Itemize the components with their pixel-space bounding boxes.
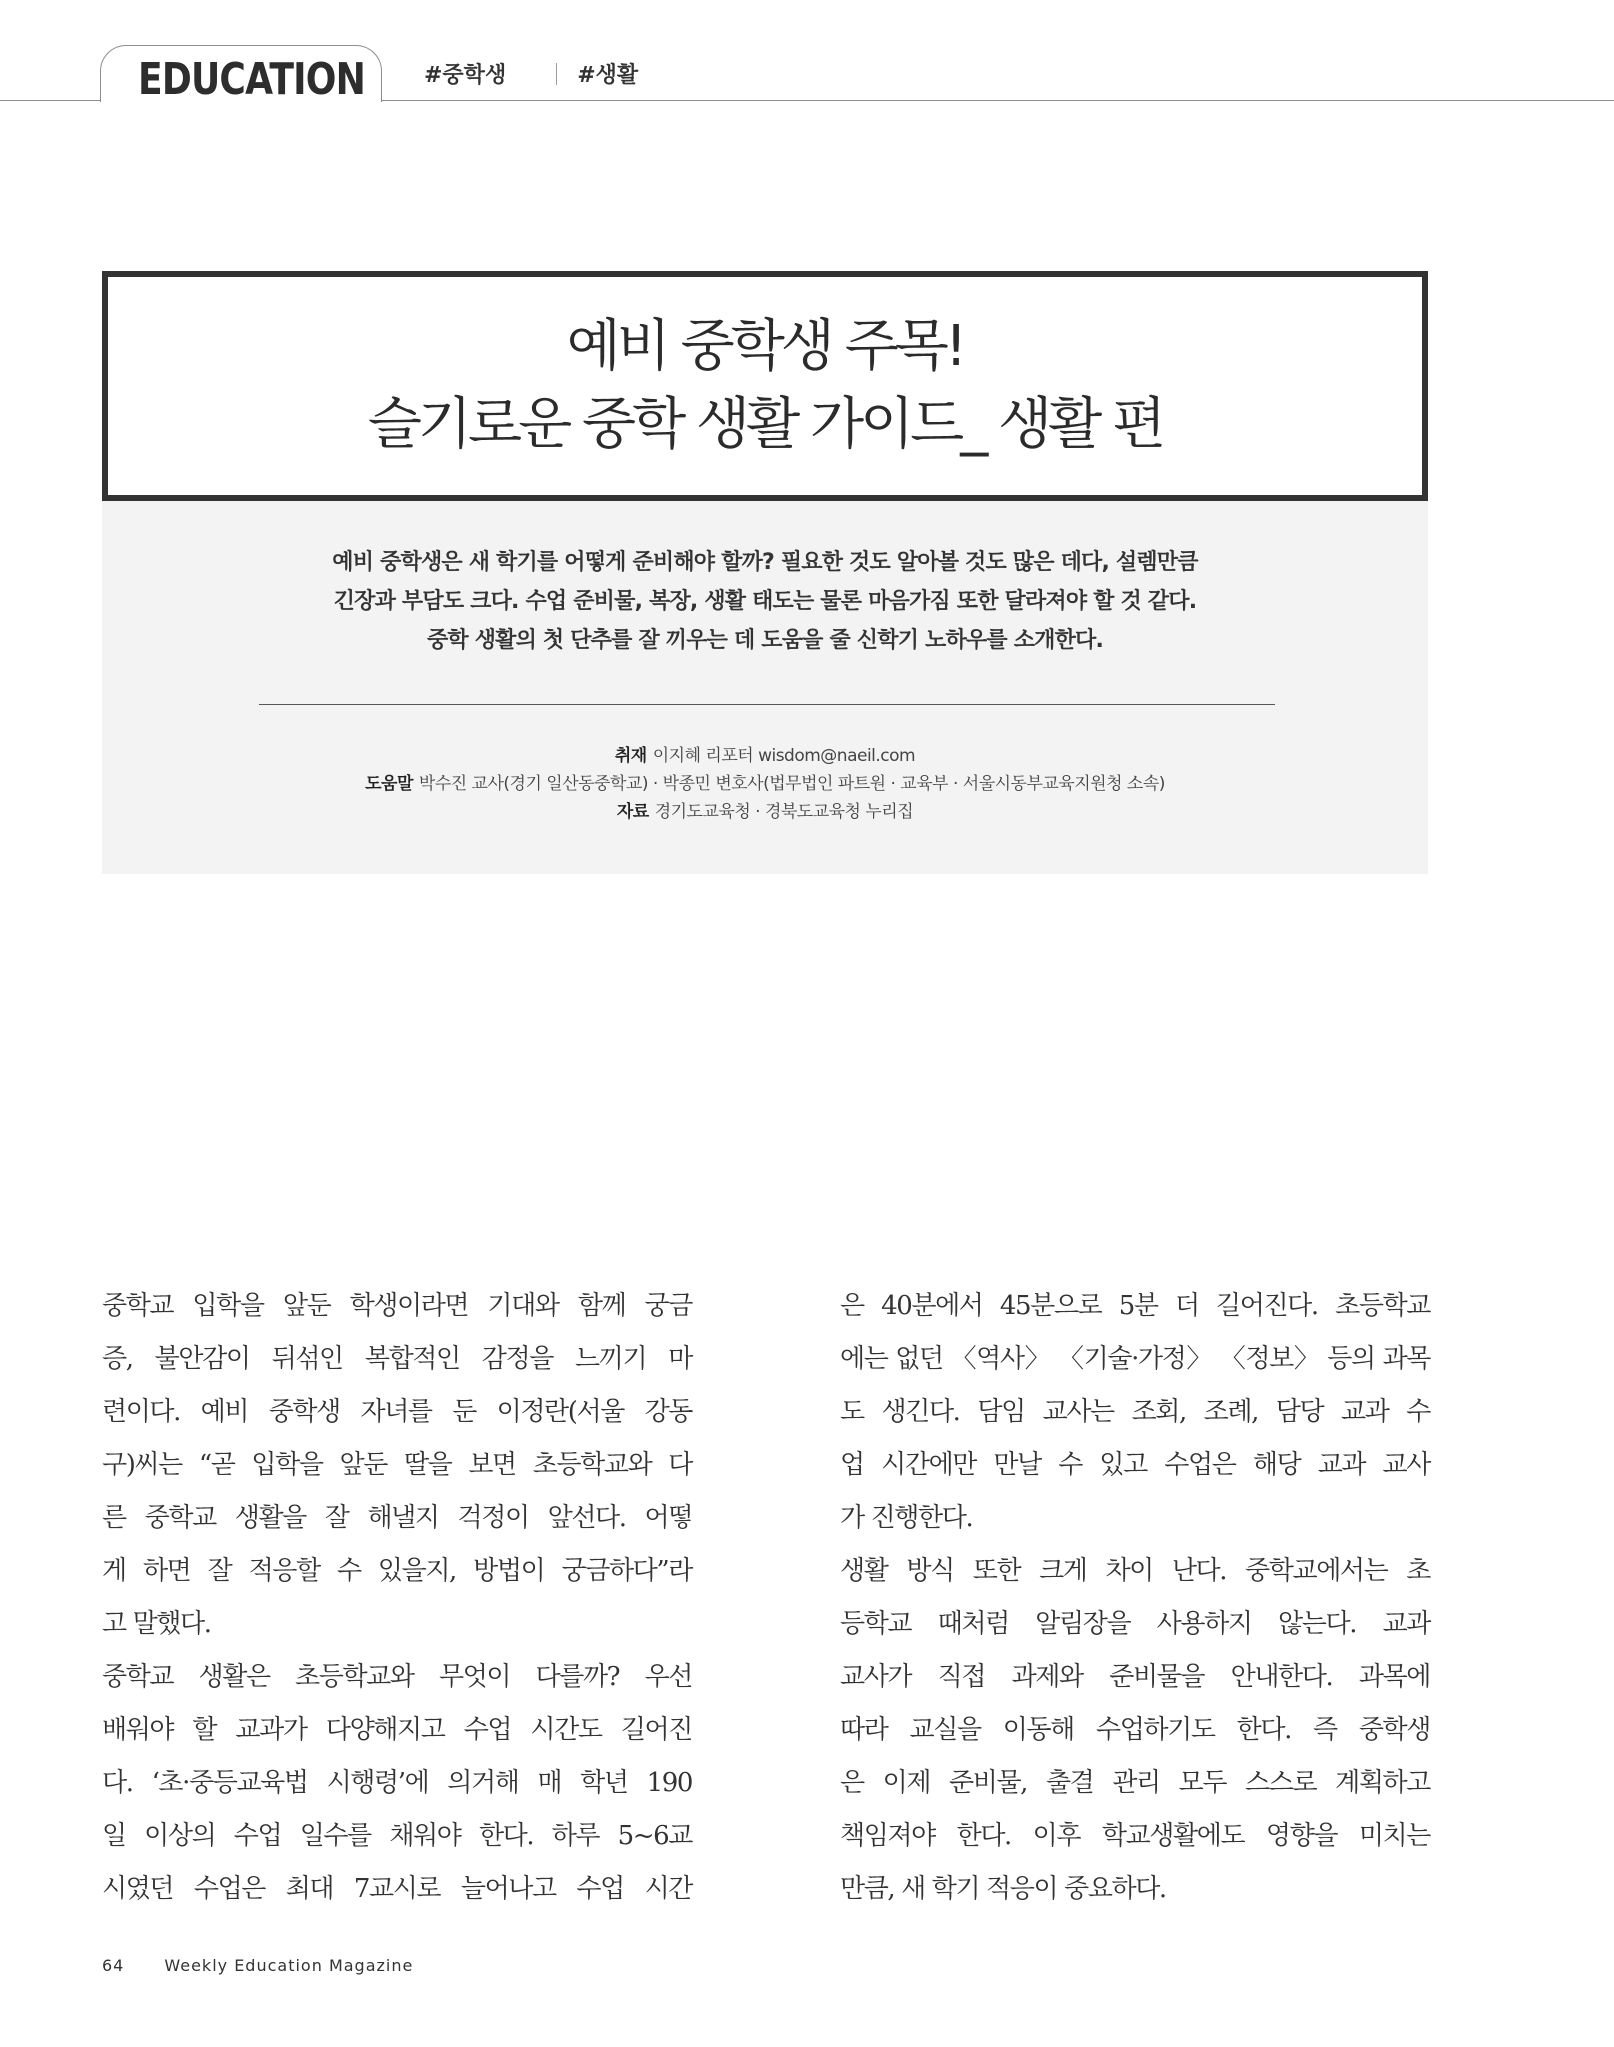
body-line: 은 이제 준비물, 출결 관리 모두 스스로 계획하고 [840,1768,1430,1798]
credit-value: 박수진 교사(경기 일산동중학교) · 박종민 변호사(법무법인 파트원 · 교육부 · 서울시동부교육지원청 소속) [418,774,1165,794]
body-line: 증, 불안감이 뒤섞인 복합적인 감정을 느끼기 마 [102,1344,692,1374]
credit-advisors [102,770,1428,798]
tag-middle-school[interactable]: #중학생 [424,63,507,88]
body-line: 시였던 수업은 최대 7교시로 늘어나고 수업 시간 [102,1874,692,1904]
body-line: 등학교 때처럼 알림장을 사용하지 않는다. 교과 [840,1609,1430,1639]
body-line: 련이다. 예비 중학생 자녀를 둔 이정란(서울 강동 [102,1397,692,1427]
body-line: 게 하면 잘 적응할 수 있을지, 방법이 궁금하다”라 [102,1556,692,1586]
body-column-left [102,1280,692,1916]
body-column-right [840,1280,1430,1916]
body-line: 만큼, 새 학기 적응이 중요하다. [840,1874,1166,1904]
article-title-box [102,271,1428,501]
body-line: 따라 교실을 이동해 수업하기도 한다. 즉 중학생 [840,1715,1430,1745]
credit-key: 취재 [614,746,647,766]
body-line: 도 생긴다. 담임 교사는 조회, 조례, 담당 교과 수 [840,1397,1430,1427]
body-line: 에는 없던 〈역사〉 〈기술·가정〉 〈정보〉 등의 과목 [840,1344,1430,1374]
tag-list [424,58,638,89]
summary-lead [102,543,1428,660]
magazine-name: Weekly Education Magazine [164,1956,414,1975]
tag-life[interactable]: #생활 [577,63,639,88]
body-line: 고 말했다. [102,1609,211,1639]
credit-value: 경기도교육청 · 경북도교육청 누리집 [654,802,914,822]
body-line: 가 진행한다. [840,1503,973,1533]
body-line: 교사가 직접 과제와 준비물을 안내한다. 과목에 [840,1662,1430,1692]
credit-key: 도움말 [365,774,413,794]
credit-sources [102,798,1428,826]
body-line: 른 중학교 생활을 잘 해낼지 걱정이 앞선다. 어떻 [102,1503,692,1533]
tag-divider [556,63,557,85]
summary-line: 중학 생활의 첫 단추를 잘 끼우는 데 도움을 줄 신학기 노하우를 소개한다. [426,628,1104,653]
credits [102,742,1428,826]
page-number: 64 [102,1956,125,1975]
article-title-line-1: 예비 중학생 주목! [566,314,964,379]
body-line: 책임져야 한다. 이후 학교생활에도 영향을 미치는 [840,1821,1430,1851]
credit-key: 자료 [616,802,649,822]
body-line: 구)씨는 “곧 입학을 앞둔 딸을 보면 초등학교와 다 [102,1450,692,1480]
article-title-line-2: 슬기로운 중학 생활 가이드_ 생활 편 [367,392,1163,457]
body-line: 생활 방식 또한 크게 차이 난다. 중학교에서는 초 [840,1556,1430,1586]
body-line: 업 시간에만 만날 수 있고 수업은 해당 교과 교사 [840,1450,1430,1480]
body-line: 중학교 입학을 앞둔 학생이라면 기대와 함께 궁금 [102,1291,692,1321]
body-line: 은 40분에서 45분으로 5분 더 길어진다. 초등학교 [840,1291,1430,1321]
summary-divider [259,704,1275,705]
summary-line: 예비 중학생은 새 학기를 어떻게 준비해야 할까? 필요한 것도 알아볼 것도 많은 데다, 설렘만큼 [332,550,1198,575]
section-label: EDUCATION [138,54,366,105]
summary-panel [102,501,1428,874]
body-line: 일 이상의 수업 일수를 채워야 한다. 하루 5~6교 [102,1821,692,1851]
credit-value: 이지혜 리포터 wisdom@naeil.com [652,746,916,766]
body-line: 배워야 할 교과가 다양해지고 수업 시간도 길어진 [102,1715,692,1745]
summary-line: 긴장과 부담도 크다. 수업 준비물, 복장, 생활 태도는 물론 마음가짐 또한 달라져야 할 것 같다. [333,589,1197,614]
body-line: 중학교 생활은 초등학교와 무엇이 다를까? 우선 [102,1662,692,1692]
body-line: 다. ‘초·중등교육법 시행령’에 의거해 매 학년 190 [102,1768,692,1798]
credit-reporter [102,742,1428,770]
page-footer [102,1956,413,1975]
